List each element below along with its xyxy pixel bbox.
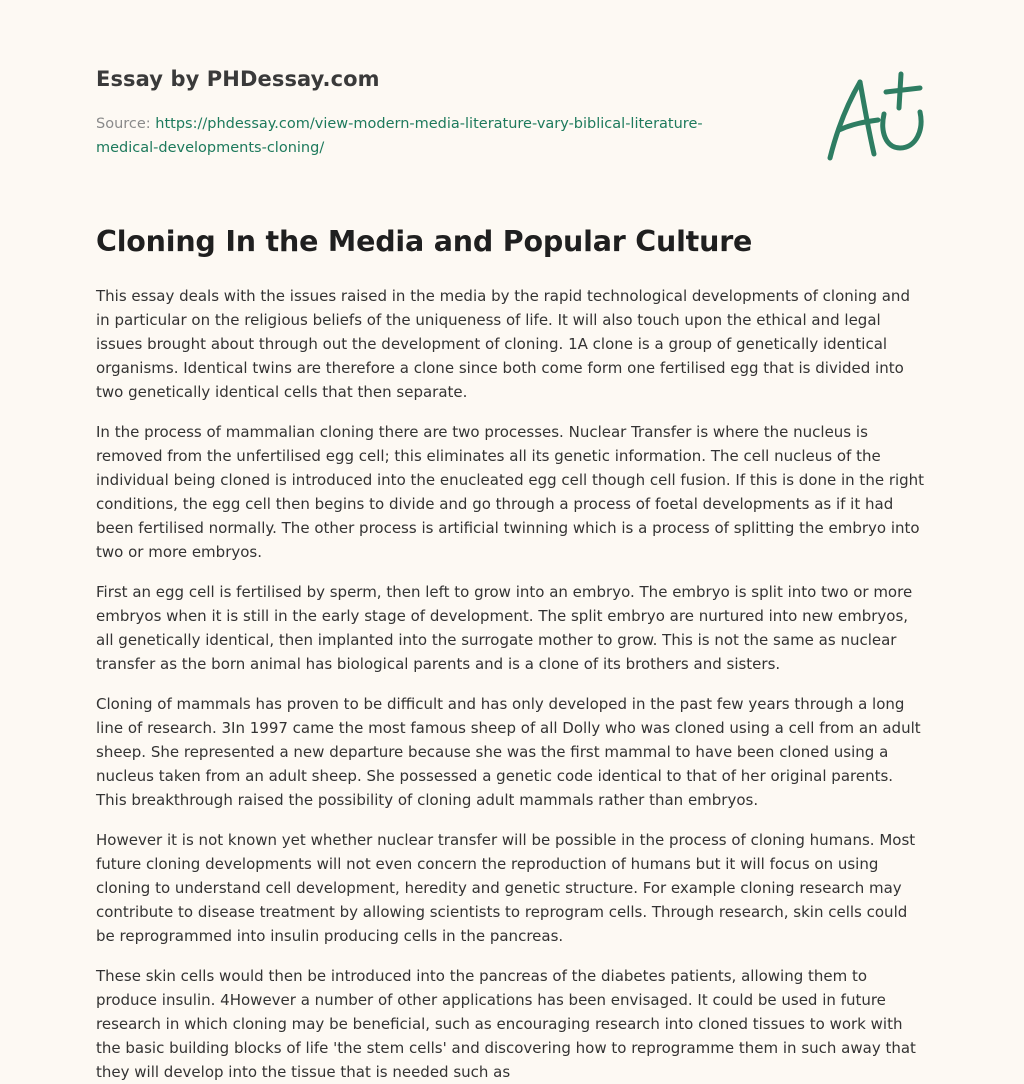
source-label: Source: [96,116,151,132]
essay-paragraph: First an egg cell is fertilised by sperm, then left to grow into an embryo. The embryo is split into two or more embryos when it is still in the early stage of development. The split embryo are nurtured into new embryos, all genetically identical, then implanted into the surrogate mother to grow. This is not the same as nuclear transfer as the born animal has biological parents and is a clone of its brothers and sisters. [96,583,913,673]
site-brand: Essay by PHDessay.com [96,67,380,91]
essay-title: Cloning In the Media and Popular Culture [96,225,753,258]
essay-paragraph: This essay deals with the issues raised in the media by the rapid technological developments of cloning and in particular on the religious beliefs of the uniqueness of life. It will also touch upon the ethical and legal issues brought about through out the development of cloning. 1A clone is a group of genetically identical organisms. Identical twins are therefore a clone since both come form one fertilised egg that is divided into two genetically identical cells that then separate. [96,287,910,401]
essay-body [96,284,928,1084]
a-plus-grade-icon [822,68,932,168]
source-line [96,112,736,160]
essay-paragraph: Cloning of mammals has proven to be difficult and has only developed in the past few years through a long line of research. 3In 1997 came the most famous sheep of all Dolly who was cloned using a cell from an adult sheep. She represented a new departure because she was the first mammal to have been cloned using a nucleus taken from an adult sheep. She possessed a genetic code identical to that of her original parents. This breakthrough raised the possibility of cloning adult mammals rather than embryos. [96,695,921,809]
essay-paragraph: In the process of mammalian cloning there are two processes. Nuclear Transfer is where the nucleus is removed from the unfertilised egg cell; this eliminates all its genetic information. The cell nucleus of the individual being cloned is introduced into the enucleated egg cell though cell fusion. If this is done in the right conditions, the egg cell then begins to divide and go through a process of foetal developments as if it had been fertilised normally. The other process is artificial twinning which is a process of splitting the embryo into two or more embryos. [96,423,925,561]
source-link[interactable]: https://phdessay.com/view-modern-media-literature-vary-biblical-literature-medical-developments-cloning/ [96,116,703,156]
essay-paragraph: However it is not known yet whether nuclear transfer will be possible in the process of cloning humans. Most future cloning developments will not even concern the reproduction of humans but it will focus on using cloning to understand cell development, heredity and genetic structure. For example cloning research may contribute to disease treatment by allowing scientists to reprogram cells. Through research, skin cells could be reprogrammed into insulin producing cells in the pancreas. [96,831,916,945]
essay-paragraph: These skin cells would then be introduced into the pancreas of the diabetes patients, allowing them to produce insulin. 4However a number of other applications has been envisaged. It could be used in future research in which cloning may be beneficial, such as encouraging research into cloned tissues to work with the basic building blocks of life 'the stem cells' and discovering how to reprogramme them in such away that they will develop into the tissue that is needed such as [96,967,916,1081]
